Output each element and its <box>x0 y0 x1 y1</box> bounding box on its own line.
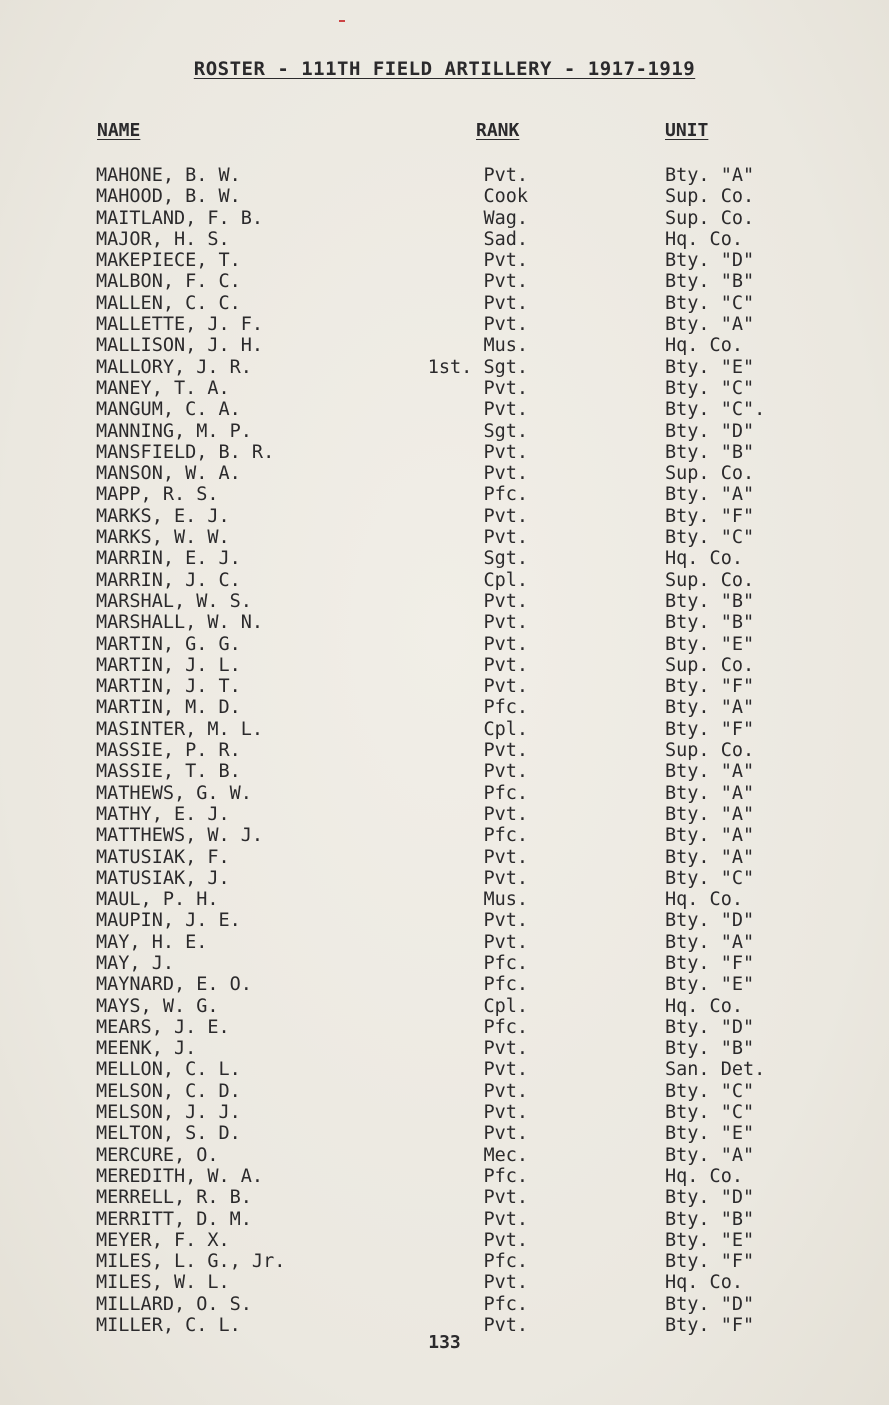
row-name: MELSON, J. J. <box>96 1102 241 1124</box>
row-name: MAJOR, H. S. <box>96 228 230 250</box>
row-rank: Pfc. <box>483 1016 528 1038</box>
table-row <box>0 442 889 463</box>
table-row <box>0 761 889 782</box>
table-row <box>0 932 889 953</box>
row-unit: Bty. "B" <box>665 590 755 612</box>
row-name: MARRIN, E. J. <box>96 548 241 570</box>
row-rank: 1st. Sgt. <box>427 356 528 378</box>
row-unit: Bty. "A" <box>665 846 755 868</box>
row-rank: Mus. <box>483 889 528 911</box>
row-rank: Pvt. <box>483 1272 528 1294</box>
row-rank: Pfc. <box>483 974 528 996</box>
row-name: MEYER, F. X. <box>96 1229 230 1251</box>
row-name: MATUSIAK, F. <box>96 846 230 868</box>
table-row <box>0 1102 889 1123</box>
row-name: MILES, L. G., Jr. <box>96 1251 286 1273</box>
row-name: MANEY, T. A. <box>96 377 230 399</box>
row-unit: Sup. Co. <box>665 654 755 676</box>
row-unit: San. Det. <box>665 1059 766 1081</box>
table-row <box>0 740 889 761</box>
row-unit: Bty. "A" <box>665 761 755 783</box>
table-row <box>0 1209 889 1230</box>
table-row <box>0 484 889 505</box>
row-rank: Pfc. <box>483 484 528 506</box>
table-row <box>0 889 889 910</box>
table-row <box>0 527 889 548</box>
table-row <box>0 1038 889 1059</box>
row-rank: Pfc. <box>483 1165 528 1187</box>
row-name: MASINTER, M. L. <box>96 718 264 740</box>
row-rank: Pvt. <box>483 1080 528 1102</box>
row-rank: Wag. <box>483 207 528 229</box>
table-row <box>0 208 889 229</box>
page-title <box>0 58 889 80</box>
table-row <box>0 463 889 484</box>
row-name: MARRIN, J. C. <box>96 569 241 591</box>
row-rank: Pvt. <box>483 590 528 612</box>
row-unit: Bty. "F" <box>665 1251 755 1273</box>
row-rank: Pvt. <box>483 505 528 527</box>
row-rank: Pvt. <box>483 271 528 293</box>
row-name: MERCURE, O. <box>96 1144 219 1166</box>
row-rank: Pvt. <box>483 1059 528 1081</box>
row-rank: Pvt. <box>483 377 528 399</box>
table-row <box>0 1059 889 1080</box>
table-row <box>0 399 889 420</box>
row-name: MAPP, R. S. <box>96 484 219 506</box>
row-rank: Pvt. <box>483 1208 528 1230</box>
row-unit: Bty. "E" <box>665 974 755 996</box>
row-unit: Bty. "F" <box>665 952 755 974</box>
row-rank: Pvt. <box>483 1038 528 1060</box>
row-name: MERRITT, D. M. <box>96 1208 252 1230</box>
row-unit: Bty. "A" <box>665 314 755 336</box>
column-header-unit: UNIT <box>665 120 709 141</box>
table-row <box>0 1017 889 1038</box>
row-name: MAKEPIECE, T. <box>96 250 241 272</box>
row-name: MARSHALL, W. N. <box>96 612 264 634</box>
row-rank: Pvt. <box>483 527 528 549</box>
row-name: MARTIN, J. L. <box>96 654 241 676</box>
row-rank: Pvt. <box>483 314 528 336</box>
row-name: MILES, W. L. <box>96 1272 230 1294</box>
row-unit: Bty. "A" <box>665 803 755 825</box>
table-row <box>0 293 889 314</box>
row-rank: Pfc. <box>483 697 528 719</box>
row-unit: Hq. Co. <box>665 1272 743 1294</box>
row-unit: Bty. "D" <box>665 910 755 932</box>
row-name: MAHOOD, B. W. <box>96 186 241 208</box>
row-name: MAY, H. E. <box>96 931 208 953</box>
row-name: MAUL, P. H. <box>96 889 219 911</box>
table-row <box>0 1166 889 1187</box>
row-rank: Pvt. <box>483 1229 528 1251</box>
row-unit: Hq. Co. <box>665 228 743 250</box>
table-row <box>0 548 889 569</box>
row-unit: Bty. "B" <box>665 612 755 634</box>
row-name: MAUPIN, J. E. <box>96 910 241 932</box>
row-unit: Bty. "C" <box>665 1080 755 1102</box>
row-unit: Sup. Co. <box>665 569 755 591</box>
row-rank: Pvt. <box>483 165 528 186</box>
row-unit: Bty. "C" <box>665 867 755 889</box>
row-unit: Hq. Co. <box>665 1165 743 1187</box>
row-rank: Pfc. <box>483 1251 528 1273</box>
row-rank: Sad. <box>483 228 528 250</box>
row-name: MERRELL, R. B. <box>96 1187 252 1209</box>
row-name: MALLETTE, J. F. <box>96 314 264 336</box>
row-unit: Bty. "C" <box>665 527 755 549</box>
row-rank: Pvt. <box>483 441 528 463</box>
row-unit: Bty. "E" <box>665 633 755 655</box>
row-unit: Sup. Co. <box>665 463 755 485</box>
row-name: MELSON, C. D. <box>96 1080 241 1102</box>
row-unit: Bty. "B" <box>665 271 755 293</box>
table-row <box>0 1081 889 1102</box>
row-rank: Pvt. <box>483 740 528 762</box>
row-unit: Bty. "C" <box>665 377 755 399</box>
table-row <box>0 825 889 846</box>
row-unit: Bty. "E" <box>665 1123 755 1145</box>
row-name: MALLEN, C. C. <box>96 292 241 314</box>
row-unit: Hq. Co. <box>665 995 743 1017</box>
row-unit: Bty. "D" <box>665 1016 755 1038</box>
row-name: MARTIN, J. T. <box>96 676 241 698</box>
row-rank: Mec. <box>483 1144 528 1166</box>
row-rank: Pvt. <box>483 633 528 655</box>
row-name: MAHONE, B. W. <box>96 165 241 186</box>
table-row <box>0 1294 889 1315</box>
page-title-text: ROSTER - 111TH FIELD ARTILLERY - 1917-1919 <box>193 58 696 80</box>
table-row <box>0 1251 889 1272</box>
table-row <box>0 421 889 442</box>
table-row <box>0 868 889 889</box>
row-unit: Bty. "B" <box>665 1038 755 1060</box>
table-row <box>0 1123 889 1144</box>
row-name: MAYS, W. G. <box>96 995 219 1017</box>
row-rank: Pvt. <box>483 761 528 783</box>
table-row <box>0 591 889 612</box>
row-rank: Pfc. <box>483 825 528 847</box>
row-rank: Pfc. <box>483 1293 528 1315</box>
row-name: MASSIE, P. R. <box>96 740 241 762</box>
row-rank: Pvt. <box>483 654 528 676</box>
table-row <box>0 570 889 591</box>
column-header-rank: RANK <box>476 120 520 141</box>
column-header-name: NAME <box>97 120 141 141</box>
row-unit: Bty. "B" <box>665 1208 755 1230</box>
row-name: MANNING, M. P. <box>96 420 252 442</box>
row-unit: Bty. "A" <box>665 697 755 719</box>
row-rank: Pfc. <box>483 952 528 974</box>
row-name: MANSON, W. A. <box>96 463 241 485</box>
table-row <box>0 506 889 527</box>
row-name: MATTHEWS, W. J. <box>96 825 264 847</box>
table-row <box>0 357 889 378</box>
row-unit: Hq. Co. <box>665 889 743 911</box>
row-name: MALLORY, J. R. <box>96 356 252 378</box>
row-name: MEENK, J. <box>96 1038 197 1060</box>
row-name: MANGUM, C. A. <box>96 399 241 421</box>
row-name: MAYNARD, E. O. <box>96 974 252 996</box>
row-unit: Bty. "F" <box>665 505 755 527</box>
table-row <box>0 1145 889 1166</box>
row-rank: Cpl. <box>483 995 528 1017</box>
row-name: MARTIN, M. D. <box>96 697 241 719</box>
row-name: MASSIE, T. B. <box>96 761 241 783</box>
row-name: MALBON, F. C. <box>96 271 241 293</box>
row-name: MAITLAND, F. B. <box>96 207 264 229</box>
row-rank: Pvt. <box>483 910 528 932</box>
table-row <box>0 186 889 207</box>
row-unit: Bty. "F" <box>665 676 755 698</box>
row-name: MAY, J. <box>96 952 174 974</box>
table-row <box>0 229 889 250</box>
row-name: MARKS, E. J. <box>96 505 230 527</box>
table-row <box>0 165 889 186</box>
row-name: MARSHAL, W. S. <box>96 590 252 612</box>
table-row <box>0 634 889 655</box>
table-row <box>0 676 889 697</box>
table-row <box>0 250 889 271</box>
row-unit: Bty. "A" <box>665 782 755 804</box>
row-rank: Pvt. <box>483 931 528 953</box>
row-unit: Bty. "E" <box>665 356 755 378</box>
row-rank: Pfc. <box>483 782 528 804</box>
row-name: MILLER, C. L. <box>96 1315 241 1337</box>
table-row <box>0 697 889 718</box>
row-unit: Bty. "F" <box>665 718 755 740</box>
row-name: MEREDITH, W. A. <box>96 1165 264 1187</box>
row-rank: Pvt. <box>483 867 528 889</box>
row-unit: Bty. "D" <box>665 1187 755 1209</box>
row-rank: Mus. <box>483 335 528 357</box>
table-row <box>0 974 889 995</box>
row-name: MATHY, E. J. <box>96 803 230 825</box>
row-name: MALLISON, J. H. <box>96 335 264 357</box>
row-unit: Bty. "C" <box>665 292 755 314</box>
row-rank: Sgt. <box>483 548 528 570</box>
row-name: MANSFIELD, B. R. <box>96 441 275 463</box>
table-row <box>0 655 889 676</box>
row-rank: Pvt. <box>483 399 528 421</box>
table-row <box>0 910 889 931</box>
table-row <box>0 1272 889 1293</box>
row-rank: Cpl. <box>483 569 528 591</box>
row-unit: Sup. Co. <box>665 740 755 762</box>
table-row <box>0 804 889 825</box>
row-unit: Bty. "B" <box>665 441 755 463</box>
row-rank: Pvt. <box>483 250 528 272</box>
row-rank: Pvt. <box>483 676 528 698</box>
page-number: 133 <box>428 1332 461 1353</box>
row-unit: Bty. "A" <box>665 484 755 506</box>
table-row <box>0 719 889 740</box>
row-rank: Cook <box>483 186 528 208</box>
table-row <box>0 847 889 868</box>
table-row <box>0 996 889 1017</box>
row-rank: Pvt. <box>483 463 528 485</box>
row-name: MARKS, W. W. <box>96 527 230 549</box>
row-name: MELTON, S. D. <box>96 1123 241 1145</box>
ink-mark <box>339 20 345 22</box>
row-name: MILLARD, O. S. <box>96 1293 252 1315</box>
row-unit: Bty. "C". <box>665 399 766 421</box>
roster-list <box>0 165 889 1336</box>
row-unit: Bty. "A" <box>665 931 755 953</box>
row-name: MATUSIAK, J. <box>96 867 230 889</box>
row-rank: Pvt. <box>483 1187 528 1209</box>
row-unit: Bty. "F" <box>665 1315 755 1337</box>
table-row <box>0 314 889 335</box>
table-row <box>0 1230 889 1251</box>
row-unit: Sup. Co. <box>665 186 755 208</box>
row-rank: Pvt. <box>483 292 528 314</box>
table-row <box>0 271 889 292</box>
table-row <box>0 1187 889 1208</box>
row-unit: Sup. Co. <box>665 207 755 229</box>
row-rank: Pvt. <box>483 612 528 634</box>
row-name: MELLON, C. L. <box>96 1059 241 1081</box>
row-unit: Bty. "A" <box>665 165 755 186</box>
row-unit: Bty. "D" <box>665 1293 755 1315</box>
row-unit: Bty. "D" <box>665 420 755 442</box>
table-row <box>0 335 889 356</box>
table-row <box>0 953 889 974</box>
row-unit: Bty. "A" <box>665 825 755 847</box>
row-rank: Pvt. <box>483 846 528 868</box>
table-row <box>0 612 889 633</box>
row-rank: Cpl. <box>483 718 528 740</box>
row-name: MEARS, J. E. <box>96 1016 230 1038</box>
row-name: MARTIN, G. G. <box>96 633 241 655</box>
row-rank: Sgt. <box>483 420 528 442</box>
row-unit: Bty. "A" <box>665 1144 755 1166</box>
table-row <box>0 378 889 399</box>
row-unit: Bty. "D" <box>665 250 755 272</box>
row-unit: Bty. "E" <box>665 1229 755 1251</box>
row-rank: Pvt. <box>483 1315 528 1337</box>
row-rank: Pvt. <box>483 1123 528 1145</box>
row-rank: Pvt. <box>483 1102 528 1124</box>
row-unit: Hq. Co. <box>665 335 743 357</box>
row-unit: Bty. "C" <box>665 1102 755 1124</box>
row-name: MATHEWS, G. W. <box>96 782 252 804</box>
row-rank: Pvt. <box>483 803 528 825</box>
row-unit: Hq. Co. <box>665 548 743 570</box>
table-row <box>0 783 889 804</box>
